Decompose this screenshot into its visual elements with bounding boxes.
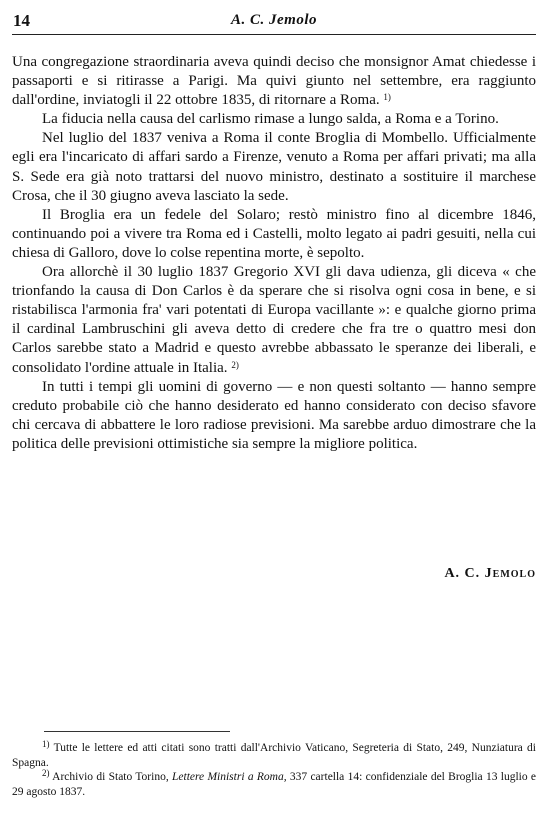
footnote-divider xyxy=(44,731,230,732)
footnote-ref: 2) xyxy=(231,359,239,370)
paragraph-text: Il Broglia era un fedele del Solaro; restò ministro fino al dicembre 1846, continuando poi a vivere tra Roma ed i Castelli, molto legato ai padri gesuiti, nella cui chiesa di Galloro, dove lo colse repentina morte, è sepolto. xyxy=(12,206,536,261)
footnote-text: Tutte le lettere ed atti citati sono tratti dall'Archivio Vaticano, Segreteria di Stato, 249, Nunziatura di Spagna. xyxy=(12,742,536,769)
author-signature: A. C. Jemolo xyxy=(444,566,536,581)
paragraph-text: In tutti i tempi gli uomini di governo — e non questi soltanto — hanno sempre creduto probabile ciò che hanno desiderato ed hanno considerato con deciso sfavore chi cercava di abbattere le loro radiose previsioni. Ma sarebbe arduo dimostrare che la politica delle previsioni ottimistiche sia sempre la migliore politica. xyxy=(12,378,536,452)
footnotes xyxy=(12,741,536,799)
footnote xyxy=(12,770,536,799)
page-number: 14 xyxy=(13,11,30,30)
footnote-mark: 2) xyxy=(42,768,50,778)
footnote xyxy=(12,741,536,770)
footnote-text: 337 cartella 14: confidenziale del Broglia 13 luglio e 29 agosto 1837. xyxy=(12,771,537,798)
paragraph xyxy=(12,378,536,454)
paragraph xyxy=(12,206,536,263)
paragraph-text: La fiducia nella causa del carlismo rimase a lungo salda, a Roma e a Torino. xyxy=(42,111,499,128)
running-head: A. C. Jemolo xyxy=(230,12,317,28)
body-text xyxy=(12,53,536,454)
footnote-ref: 1) xyxy=(383,92,391,103)
page-header xyxy=(12,10,536,35)
paragraph xyxy=(12,129,536,205)
paragraph xyxy=(12,263,536,378)
paragraph-text: Ora allorchè il 30 luglio 1837 Gregorio XVI gli dava udienza, gli diceva « che trionfando la causa di Don Carlos è da sperare che si risolva ogni cosa in bene, e si ristabilisca l'armonia fra' vari potentati di Europa vacillante »: e qualche giorno prima il cardinal Lambruschini gli aveva detto di credere che fra tre o quattro mesi don Carlos sarebbe stato a Madrid e questo avrebbe abbassato le speranze dei liberali, e consolidato l'ordine attuale in Italia. xyxy=(12,264,536,376)
footnote-italic-title: Lettere Ministri a Roma, xyxy=(172,771,287,783)
footnote-mark: 1) xyxy=(42,739,50,749)
paragraph xyxy=(12,110,536,129)
paragraph-text: Nel luglio del 1837 veniva a Roma il conte Broglia di Mombello. Ufficialmente egli era l'incaricato di affari sardo a Firenze, venuto a Roma per affari privati; ma alla S. Sede era già noto trattarsi del nuovo ministro, destinato a sostituire il marchese Crosa, che il 30 giugno aveva lasciato la sede. xyxy=(12,130,536,204)
footnote-text: Archivio di Stato Torino, xyxy=(52,771,169,783)
paragraph xyxy=(12,53,536,110)
paragraph-text: Una congregazione straordinaria aveva quindi deciso che monsignor Amat chiedesse i passaporti e si ritirasse a Parigi. Ma quivi giunto nel settembre, era raggiunto dall'ordine, inviatogli il 22 ottobre 1835, di ritornare a Roma. xyxy=(12,54,536,109)
